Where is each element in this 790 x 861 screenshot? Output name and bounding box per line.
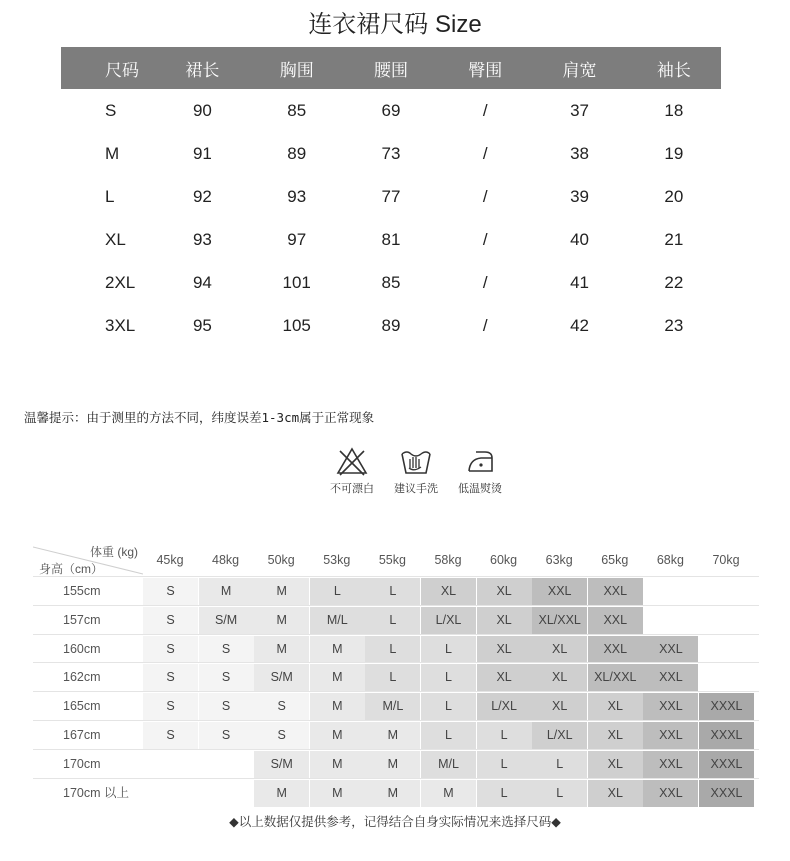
size-value: 69: [381, 100, 401, 120]
hand-wash-icon: [399, 446, 433, 476]
header-bust: 胸围: [250, 47, 344, 89]
header-length: 裙长: [155, 47, 249, 89]
size-cell: [199, 751, 254, 778]
height-row: [33, 749, 759, 778]
weight-header: 63kg: [545, 553, 573, 567]
size-value: 105: [282, 315, 311, 335]
no-bleach-icon: [335, 446, 369, 476]
size-value: 91: [192, 143, 212, 163]
size-cell: M: [310, 693, 365, 720]
size-cell: M/L: [421, 751, 476, 778]
size-cell: S: [254, 693, 309, 720]
size-cell: XXL: [643, 693, 698, 720]
care-item-hand-wash: [384, 446, 448, 496]
size-cell: [199, 780, 254, 807]
size-cell: L: [310, 578, 365, 605]
size-cell: S: [143, 693, 198, 720]
size-cell: XL: [588, 751, 643, 778]
header-sleeve: 袖长: [627, 47, 721, 89]
size-cell: M: [310, 664, 365, 691]
height-label: 170cm: [63, 756, 101, 771]
size-cell: XXL: [588, 636, 643, 663]
size-cell: L: [421, 722, 476, 749]
height-label: 165cm: [63, 699, 101, 714]
height-row: [33, 720, 759, 749]
size-value: 19: [664, 143, 684, 163]
size-cell: M/L: [365, 693, 420, 720]
size-value: 85: [381, 272, 401, 292]
size-cell: L/XL: [421, 607, 476, 634]
weight-header: 60kg: [490, 553, 518, 567]
size-cell: [699, 578, 754, 605]
size-cell: XXL: [643, 722, 698, 749]
size-cell: S: [254, 722, 309, 749]
size-cell: M: [365, 780, 420, 807]
size-cell: L: [421, 664, 476, 691]
page-title: 连衣裙尺码 Size: [308, 11, 482, 38]
size-value: 81: [381, 229, 401, 249]
care-item-no-bleach: [320, 446, 384, 496]
size-cell: S: [143, 636, 198, 663]
size-label: 3XL: [105, 315, 136, 335]
size-cell: S: [143, 578, 198, 605]
size-cell: [699, 607, 754, 634]
weight-header: 48kg: [212, 553, 240, 567]
size-cell: M: [310, 636, 365, 663]
size-cell: L: [477, 751, 532, 778]
height-row: [33, 634, 759, 663]
height-label: 162cm: [63, 670, 101, 685]
size-value: 22: [664, 272, 684, 292]
height-row: [33, 778, 759, 807]
size-row: [61, 304, 721, 347]
header-waist: 腰围: [344, 47, 438, 89]
measurement-tip: 温馨提示：由于测里的方法不同，纬度误差1-3cm属于正常现象: [24, 410, 375, 425]
size-cell: XL: [532, 693, 587, 720]
height-label: 170cm 以上: [63, 785, 129, 800]
height-row: [33, 662, 759, 691]
size-value: /: [482, 100, 488, 120]
size-table-header: [61, 47, 721, 89]
size-label: S: [105, 100, 117, 120]
care-instructions: [320, 446, 520, 498]
size-reference-chart: [33, 543, 759, 803]
size-value: /: [482, 315, 488, 335]
height-row: [33, 576, 759, 605]
size-label: L: [105, 186, 115, 206]
size-value: 94: [192, 272, 212, 292]
size-value: 89: [287, 143, 307, 163]
size-cell: M: [365, 751, 420, 778]
size-cell: XXL: [588, 578, 643, 605]
size-cell: L: [365, 664, 420, 691]
size-value: 77: [381, 186, 401, 206]
size-cell: XL: [477, 578, 532, 605]
size-value: 93: [287, 186, 307, 206]
size-value: 89: [381, 315, 401, 335]
size-cell: XXXL: [699, 780, 754, 807]
size-cell: XXL: [643, 751, 698, 778]
size-value: 90: [192, 100, 212, 120]
size-cell: [699, 664, 754, 691]
size-cell: M: [254, 578, 309, 605]
size-value: 95: [192, 315, 212, 335]
size-cell: S: [199, 693, 254, 720]
size-cell: M: [310, 722, 365, 749]
weight-header: 70kg: [712, 553, 740, 567]
height-label: 155cm: [63, 584, 101, 598]
weight-header: 55kg: [378, 553, 406, 567]
size-cell: M: [254, 780, 309, 807]
size-value: 97: [287, 229, 307, 249]
size-cell: M: [421, 780, 476, 807]
size-value: /: [482, 186, 488, 206]
size-cell: XL: [477, 664, 532, 691]
size-row: [61, 261, 721, 304]
size-cell: [143, 780, 198, 807]
size-cell: [643, 578, 698, 605]
size-cell: L: [365, 636, 420, 663]
size-cell: XXL: [643, 664, 698, 691]
weight-axis-label: 体重 (kg): [90, 545, 139, 559]
size-cell: XXL: [588, 607, 643, 634]
size-cell: L: [421, 693, 476, 720]
size-value: /: [482, 143, 488, 163]
header-size: 尺码: [61, 47, 155, 89]
height-label: 157cm: [63, 612, 101, 627]
size-row: [61, 218, 721, 261]
height-axis-label: 身高（cm）: [39, 562, 103, 576]
size-value: 18: [664, 100, 684, 120]
size-value: 38: [570, 143, 589, 163]
size-cell: S: [143, 607, 198, 634]
size-cell: XL: [532, 664, 587, 691]
size-cell: [699, 636, 754, 663]
size-cell: S/M: [199, 607, 254, 634]
size-row: [61, 175, 721, 218]
size-cell: L: [421, 636, 476, 663]
size-value: 40: [570, 229, 589, 249]
weight-header: 68kg: [656, 553, 684, 567]
size-cell: XL: [477, 607, 532, 634]
size-cell: XXXL: [699, 693, 754, 720]
weight-header: 65kg: [601, 553, 629, 567]
size-cell: L: [532, 751, 587, 778]
size-value: 39: [570, 186, 589, 206]
iron-low-icon: [463, 446, 497, 476]
size-cell: XL: [477, 636, 532, 663]
size-cell: XL: [421, 578, 476, 605]
weight-header: 53kg: [323, 553, 351, 567]
size-cell: S: [199, 664, 254, 691]
care-item-iron-low: [448, 446, 512, 496]
height-row: [33, 691, 759, 720]
footnote: ◆以上数据仅提供参考，记得结合自身实际情况来选择尺码◆: [229, 815, 561, 829]
size-cell: XXXL: [699, 722, 754, 749]
size-cell: XL/XXL: [532, 607, 587, 634]
reference-header: [33, 543, 759, 576]
size-value: 42: [570, 315, 589, 335]
care-label: 低温熨烫: [458, 483, 502, 495]
size-cell: S: [143, 664, 198, 691]
size-label: 2XL: [105, 272, 136, 292]
height-label: 167cm: [63, 728, 101, 742]
size-cell: XXXL: [699, 751, 754, 778]
size-cell: L/XL: [477, 693, 532, 720]
header-shoulder: 肩宽: [532, 47, 626, 89]
size-value: 21: [664, 229, 684, 249]
size-value: 37: [570, 100, 589, 120]
size-cell: L: [532, 780, 587, 807]
height-label: 160cm: [63, 641, 101, 656]
size-cell: XL/XXL: [588, 664, 643, 691]
size-value: 23: [664, 315, 684, 335]
weight-header: 50kg: [267, 553, 295, 567]
size-label: XL: [105, 229, 126, 249]
size-value: 20: [664, 186, 684, 206]
reference-corner: [33, 543, 143, 576]
size-cell: L: [365, 578, 420, 605]
size-cell: XL: [588, 780, 643, 807]
size-value: 93: [192, 229, 212, 249]
size-cell: M: [199, 578, 254, 605]
size-cell: XXL: [643, 780, 698, 807]
size-cell: M: [254, 607, 309, 634]
weight-header: 45kg: [156, 553, 184, 567]
size-row: [61, 132, 721, 175]
size-value: 85: [287, 100, 307, 120]
size-cell: M: [310, 751, 365, 778]
size-cell: M: [365, 722, 420, 749]
header-hip: 臀围: [438, 47, 532, 89]
size-cell: L/XL: [532, 722, 587, 749]
care-label: 建议手洗: [394, 483, 438, 495]
size-cell: S/M: [254, 664, 309, 691]
care-label: 不可漂白: [330, 483, 374, 495]
size-cell: L: [365, 607, 420, 634]
size-cell: XXL: [532, 578, 587, 605]
size-cell: [143, 751, 198, 778]
size-value: /: [482, 272, 488, 292]
size-cell: M/L: [310, 607, 365, 634]
size-cell: XL: [532, 636, 587, 663]
size-cell: L: [477, 780, 532, 807]
size-cell: XL: [588, 722, 643, 749]
size-label: M: [105, 143, 120, 163]
size-row: [61, 89, 721, 132]
size-cell: S/M: [254, 751, 309, 778]
height-row: [33, 605, 759, 634]
size-value: 73: [381, 143, 401, 163]
size-cell: XL: [588, 693, 643, 720]
size-cell: S: [143, 722, 198, 749]
size-cell: M: [310, 780, 365, 807]
size-cell: M: [254, 636, 309, 663]
size-cell: S: [199, 636, 254, 663]
weight-header: 58kg: [434, 553, 462, 567]
size-value: /: [482, 229, 488, 249]
size-value: 101: [282, 272, 311, 292]
size-value: 92: [192, 186, 212, 206]
size-value: 41: [570, 272, 589, 292]
size-table: [61, 47, 721, 347]
size-cell: [643, 607, 698, 634]
size-cell: XXL: [643, 636, 698, 663]
size-cell: L: [477, 722, 532, 749]
size-cell: S: [199, 722, 254, 749]
